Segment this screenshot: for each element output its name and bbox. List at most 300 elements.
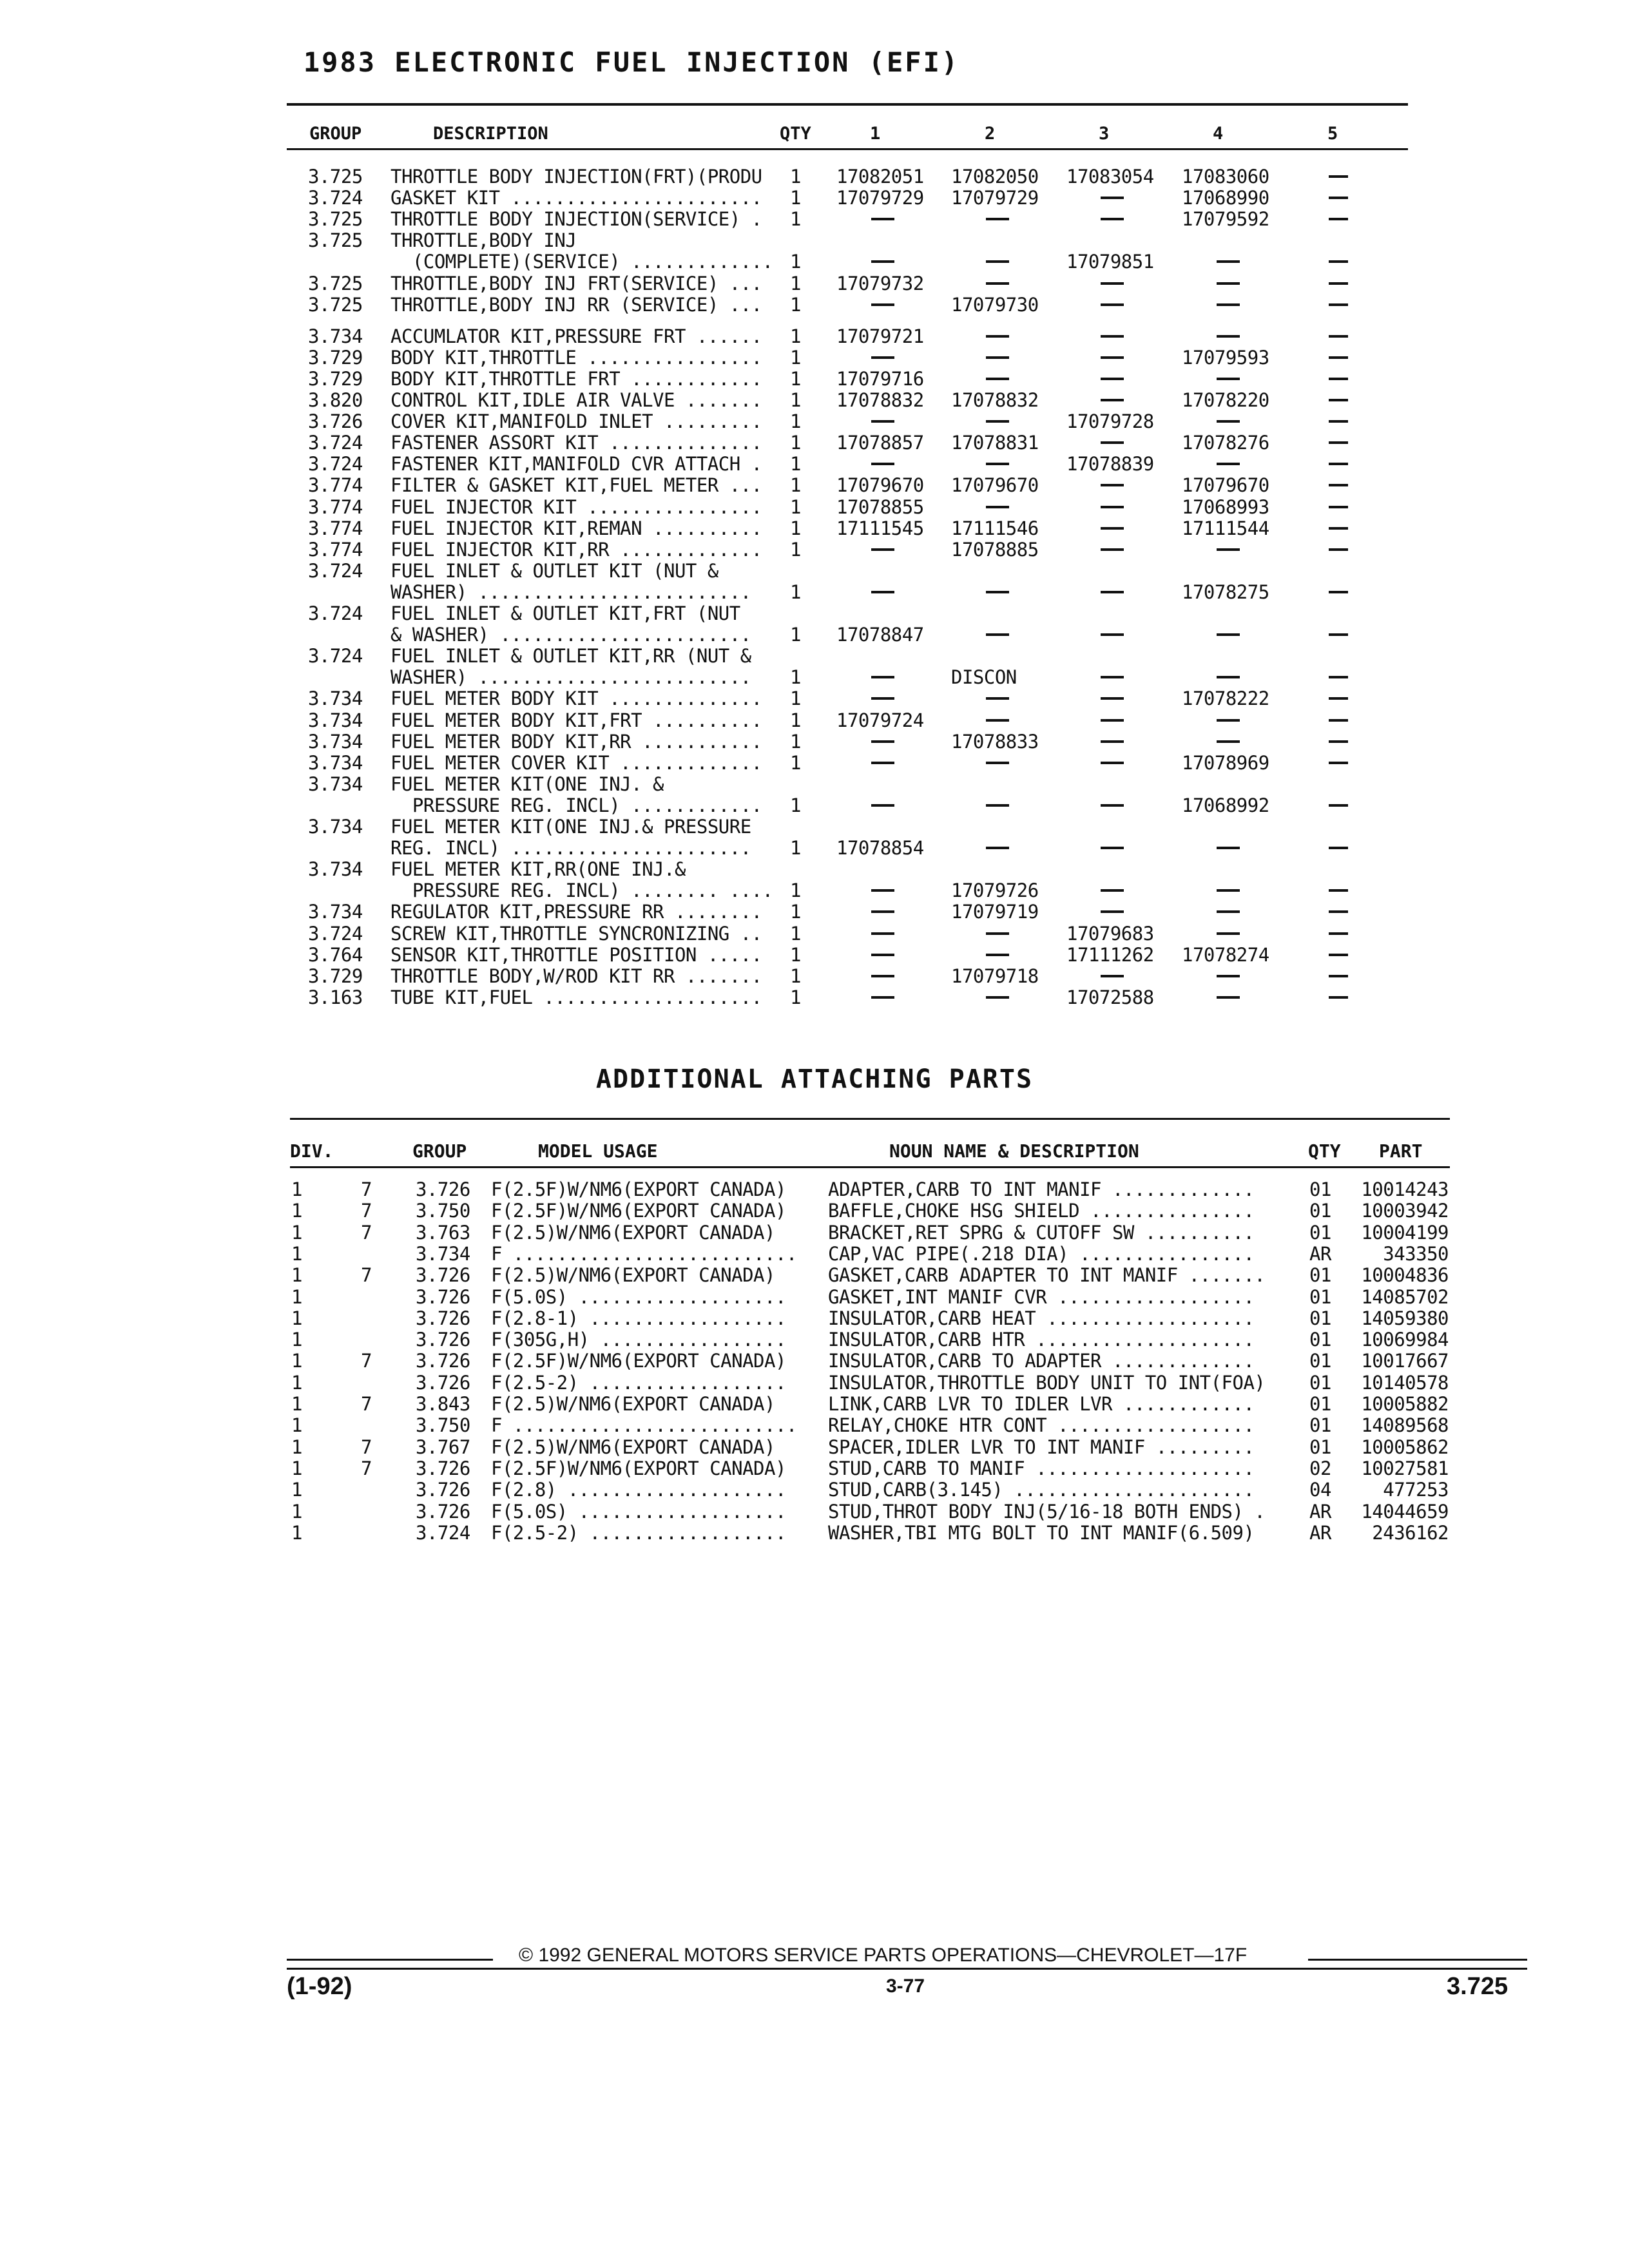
row-description: FUEL INLET & OUTLET KIT,RR (NUT & [390, 645, 751, 668]
row-part-number: 17083054 [1066, 166, 1154, 187]
attach-noun-name: INSULATOR,CARB HEAT ................... [828, 1307, 1255, 1329]
attach-group: 3.724 [416, 1521, 470, 1544]
row-description: (COMPLETE)(SERVICE) ............. [390, 251, 773, 273]
attach-model-usage: F(2.5)W/NM6(EXPORT CANADA) [491, 1393, 775, 1415]
attach-noun-name: WASHER,TBI MTG BOLT TO INT MANIF(6.509) [828, 1521, 1255, 1544]
attach-part-number: 14044659 [1361, 1500, 1449, 1523]
attach-qty: 01 [1309, 1307, 1331, 1329]
row-qty: 1 [790, 325, 801, 347]
row-qty: 1 [790, 581, 801, 603]
not-applicable-dash [1101, 591, 1124, 593]
row-description: BODY KIT,THROTTLE FRT ............ [390, 367, 762, 390]
not-applicable-dash [986, 633, 1009, 636]
not-applicable-dash [1329, 335, 1348, 338]
not-applicable-dash [871, 218, 894, 220]
column-header: 3 [1099, 124, 1110, 144]
row-group: 3.774 [308, 495, 363, 518]
row-part-number: 17079592 [1182, 208, 1269, 231]
attach-div: 1 [291, 1200, 302, 1222]
attach-sub: 7 [361, 1221, 372, 1244]
attach-model-usage: F(305G,H) ................. [491, 1329, 786, 1351]
not-applicable-dash [1329, 633, 1348, 636]
row-description: BODY KIT,THROTTLE ................ [390, 346, 762, 369]
attach-model-usage: F(2.5F)W/NM6(EXPORT CANADA) [491, 1457, 786, 1479]
attach-model-usage: F(2.5)W/NM6(EXPORT CANADA) [491, 1264, 775, 1287]
row-qty: 1 [790, 751, 801, 774]
not-applicable-dash [1329, 697, 1348, 700]
attach-top-rule [290, 1118, 1450, 1120]
row-description: THROTTLE,BODY INJ [390, 229, 577, 252]
not-applicable-dash [1101, 740, 1124, 743]
row-part-number: 17079670 [836, 474, 924, 497]
attach-noun-name: BRACKET,RET SPRG & CUTOFF SW .......... [828, 1221, 1255, 1244]
footer-bottom-rule [287, 1968, 1527, 1970]
attach-div: 1 [291, 1329, 302, 1351]
row-description: FUEL INJECTOR KIT,REMAN .......... [390, 517, 762, 539]
footer-section-number: 3.725 [1447, 1973, 1509, 2000]
not-applicable-dash [871, 996, 894, 999]
row-description: ACCUMLATOR KIT,PRESSURE FRT ...... [390, 325, 762, 347]
attach-group: 3.726 [416, 1500, 470, 1523]
attach-group: 3.726 [416, 1457, 470, 1479]
not-applicable-dash [1329, 218, 1348, 220]
attach-qty: 01 [1309, 1200, 1331, 1222]
not-applicable-dash [1217, 996, 1240, 999]
attach-group: 3.750 [416, 1414, 470, 1437]
row-description: PRESSURE REG. INCL) ............ [390, 794, 762, 816]
attach-part-number: 14085702 [1361, 1285, 1449, 1308]
row-group: 3.764 [308, 943, 363, 966]
attach-noun-name: STUD,THROT BODY INJ(5/16-18 BOTH ENDS) . [828, 1500, 1266, 1523]
not-applicable-dash [1101, 889, 1124, 892]
row-part-number: 17079683 [1066, 922, 1154, 945]
attach-group: 3.726 [416, 1350, 470, 1372]
attach-model-usage: F(2.5)W/NM6(EXPORT CANADA) [491, 1221, 775, 1244]
attach-sub: 7 [361, 1264, 372, 1287]
column-header: QTY [780, 124, 811, 144]
row-description: & WASHER) ....................... [390, 624, 751, 646]
footer-date: (1-92) [287, 1973, 352, 2000]
attach-noun-name: ADAPTER,CARB TO INT MANIF ............. [828, 1178, 1255, 1200]
row-qty: 1 [790, 879, 801, 902]
attach-div: 1 [291, 1393, 302, 1415]
attach-qty: 01 [1309, 1264, 1331, 1287]
column-header: 5 [1327, 124, 1338, 144]
not-applicable-dash [986, 804, 1009, 807]
attach-noun-name: STUD,CARB TO MANIF .................... [828, 1457, 1255, 1479]
attach-model-usage: F .......................... [491, 1414, 797, 1437]
row-qty: 1 [790, 901, 801, 923]
row-qty: 1 [790, 474, 801, 497]
row-part-number: 17079719 [951, 901, 1039, 923]
row-group: 3.725 [308, 208, 363, 231]
row-group: 3.726 [308, 410, 363, 433]
row-part-number: 17079593 [1182, 346, 1269, 369]
row-description: THROTTLE,BODY INJ RR (SERVICE) ... [390, 293, 762, 316]
row-part-number: 17079670 [951, 474, 1039, 497]
attach-qty: 04 [1309, 1479, 1331, 1501]
attach-qty: 01 [1309, 1393, 1331, 1415]
attach-group: 3.734 [416, 1242, 470, 1265]
attach-part-number: 10014243 [1361, 1178, 1449, 1200]
row-part-number: 17111546 [951, 517, 1039, 539]
not-applicable-dash [986, 420, 1009, 423]
row-group: 3.734 [308, 730, 363, 753]
not-applicable-dash [1217, 548, 1240, 551]
not-applicable-dash [1329, 420, 1348, 423]
attach-noun-name: GASKET,CARB ADAPTER TO INT MANIF ....... [828, 1264, 1266, 1287]
column-header: 1 [870, 124, 881, 144]
attach-part-number: 10003942 [1361, 1200, 1449, 1222]
attach-group: 3.763 [416, 1221, 470, 1244]
not-applicable-dash [986, 954, 1009, 956]
row-part-number: 17079718 [951, 965, 1039, 987]
attach-noun-name: RELAY,CHOKE HTR CONT .................. [828, 1414, 1255, 1437]
attach-model-usage: F .......................... [491, 1242, 797, 1265]
attach-part-number: 10140578 [1361, 1371, 1449, 1394]
not-applicable-dash [871, 804, 894, 807]
row-part-number: 17082050 [951, 166, 1039, 187]
not-applicable-dash [1101, 548, 1124, 551]
not-applicable-dash [1329, 282, 1348, 285]
row-qty: 1 [790, 794, 801, 816]
row-description: GASKET KIT ....................... [390, 187, 762, 209]
not-applicable-dash [1101, 506, 1124, 508]
row-description: TUBE KIT,FUEL .................... [390, 986, 762, 1008]
not-applicable-dash [986, 378, 1009, 380]
not-applicable-dash [871, 975, 894, 977]
not-applicable-dash [1329, 676, 1348, 678]
row-part-number: 17082051 [836, 166, 924, 187]
not-applicable-dash [1329, 591, 1348, 593]
row-part-number: 17072588 [1066, 986, 1154, 1008]
not-applicable-dash [1329, 441, 1348, 444]
not-applicable-dash [1217, 910, 1240, 913]
not-applicable-dash [986, 719, 1009, 722]
not-applicable-dash [1101, 804, 1124, 807]
row-description: FUEL INLET & OUTLET KIT (NUT & [390, 559, 718, 582]
row-part-number: 17079726 [951, 879, 1039, 902]
not-applicable-dash [1329, 932, 1348, 935]
not-applicable-dash [1217, 889, 1240, 892]
row-description: FUEL INJECTOR KIT,RR ............. [390, 538, 762, 561]
attach-qty: 01 [1309, 1178, 1331, 1200]
row-group: 3.724 [308, 453, 363, 476]
row-qty: 1 [790, 410, 801, 433]
not-applicable-dash [1101, 441, 1124, 444]
row-part-number: 17078857 [836, 432, 924, 454]
footer-copyright: © 1992 GENERAL MOTORS SERVICE PARTS OPERATIONS—CHEVROLET—17F [519, 1945, 1248, 1966]
row-qty: 1 [790, 730, 801, 753]
attach-noun-name: SPACER,IDLER LVR TO INT MANIF ......... [828, 1436, 1255, 1458]
row-qty: 1 [790, 666, 801, 689]
row-part-number: 17079716 [836, 367, 924, 390]
not-applicable-dash [871, 932, 894, 935]
row-qty: 1 [790, 251, 801, 273]
attach-column-header: GROUP [412, 1140, 467, 1162]
row-qty: 1 [790, 272, 801, 294]
row-description: THROTTLE BODY,W/ROD KIT RR ....... [390, 965, 762, 987]
not-applicable-dash [871, 676, 894, 678]
row-group: 3.774 [308, 474, 363, 497]
not-applicable-dash [986, 697, 1009, 700]
not-applicable-dash [1329, 484, 1348, 486]
attach-noun-name: GASKET,INT MANIF CVR .................. [828, 1285, 1255, 1308]
not-applicable-dash [1101, 910, 1124, 913]
not-applicable-dash [1101, 303, 1124, 306]
attach-noun-name: INSULATOR,THROTTLE BODY UNIT TO INT(FOA) [828, 1371, 1266, 1394]
attach-part-number: 10005882 [1361, 1393, 1449, 1415]
row-group: 3.724 [308, 432, 363, 454]
not-applicable-dash [1217, 719, 1240, 722]
not-applicable-dash [1329, 399, 1348, 401]
not-applicable-dash [986, 282, 1009, 285]
not-applicable-dash [1217, 633, 1240, 636]
not-applicable-dash [1217, 378, 1240, 380]
not-applicable-dash [1101, 847, 1124, 849]
not-applicable-dash [986, 996, 1009, 999]
row-part-number: 17079724 [836, 709, 924, 731]
not-applicable-dash [1101, 527, 1124, 530]
header-top-rule [287, 103, 1408, 106]
row-description: REGULATOR KIT,PRESSURE RR ........ [390, 901, 762, 923]
attach-qty: 01 [1309, 1221, 1331, 1244]
not-applicable-dash [871, 954, 894, 956]
row-description: FUEL METER KIT,RR(ONE INJ.& [390, 858, 686, 881]
row-group: 3.734 [308, 709, 363, 731]
row-part-number: 17068992 [1182, 794, 1269, 816]
row-description: WASHER) ......................... [390, 581, 751, 603]
row-qty: 1 [790, 986, 801, 1008]
row-part-number: 17079851 [1066, 251, 1154, 273]
row-group: 3.724 [308, 602, 363, 624]
attach-noun-name: STUD,CARB(3.145) ...................... [828, 1479, 1255, 1501]
attach-part-number: 2436162 [1372, 1521, 1449, 1544]
not-applicable-dash [986, 260, 1009, 263]
not-applicable-dash [1329, 910, 1348, 913]
row-part-number: 17078276 [1182, 432, 1269, 454]
not-applicable-dash [1329, 954, 1348, 956]
attach-group: 3.726 [416, 1264, 470, 1287]
row-part-number: 17083060 [1182, 166, 1269, 187]
row-group: 3.725 [308, 166, 363, 187]
row-part-number: 17078839 [1066, 453, 1154, 476]
row-group: 3.163 [308, 986, 363, 1008]
row-description: FILTER & GASKET KIT,FUEL METER ... [390, 474, 762, 497]
row-qty: 1 [790, 687, 801, 710]
not-applicable-dash [1101, 719, 1124, 722]
row-part-number: 17078222 [1182, 687, 1269, 710]
attach-div: 1 [291, 1521, 302, 1544]
attach-div: 1 [291, 1264, 302, 1287]
row-description: SENSOR KIT,THROTTLE POSITION ..... [390, 943, 762, 966]
not-applicable-dash [871, 548, 894, 551]
row-part-number: 17068993 [1182, 495, 1269, 518]
row-part-number: 17079670 [1182, 474, 1269, 497]
attach-div: 1 [291, 1436, 302, 1458]
row-description: FUEL METER BODY KIT,RR ........... [390, 730, 762, 753]
page-title: 1983 ELECTRONIC FUEL INJECTION (EFI) [303, 46, 960, 78]
row-description: CONTROL KIT,IDLE AIR VALVE ....... [390, 389, 762, 411]
attach-group: 3.726 [416, 1329, 470, 1351]
row-group: 3.774 [308, 538, 363, 561]
not-applicable-dash [1217, 282, 1240, 285]
row-qty: 1 [790, 837, 801, 860]
not-applicable-dash [871, 356, 894, 359]
row-description: REG. INCL) ...................... [390, 837, 751, 860]
row-part-number: 17078220 [1182, 389, 1269, 411]
attach-div: 1 [291, 1178, 302, 1200]
attach-model-usage: F(2.5F)W/NM6(EXPORT CANADA) [491, 1350, 786, 1372]
not-applicable-dash [1101, 197, 1124, 199]
not-applicable-dash [1101, 484, 1124, 486]
not-applicable-dash [1329, 463, 1348, 465]
row-part-number: 17078832 [951, 389, 1039, 411]
row-qty: 1 [790, 943, 801, 966]
row-group: 3.734 [308, 816, 363, 838]
attach-qty: 01 [1309, 1350, 1331, 1372]
attach-column-header: QTY [1308, 1140, 1341, 1162]
footer-rule-left [287, 1959, 493, 1961]
not-applicable-dash [986, 356, 1009, 359]
not-applicable-dash [871, 889, 894, 892]
row-part-number: 17078831 [951, 432, 1039, 454]
row-part-number: 17079721 [836, 325, 924, 347]
not-applicable-dash [1329, 847, 1348, 849]
not-applicable-dash [1329, 260, 1348, 263]
row-part-number: 17079728 [1066, 410, 1154, 433]
not-applicable-dash [1217, 260, 1240, 263]
row-qty: 1 [790, 432, 801, 454]
row-group: 3.724 [308, 645, 363, 668]
attach-qty: 02 [1309, 1457, 1331, 1479]
attach-model-usage: F(2.5)W/NM6(EXPORT CANADA) [491, 1436, 775, 1458]
attach-qty: 01 [1309, 1329, 1331, 1351]
row-part-number: 17068990 [1182, 187, 1269, 209]
attach-model-usage: F(2.8-1) .................. [491, 1307, 786, 1329]
attach-part-number: 14089568 [1361, 1414, 1449, 1437]
not-applicable-dash [1101, 356, 1124, 359]
not-applicable-dash [1329, 356, 1348, 359]
attach-model-usage: F(2.5F)W/NM6(EXPORT CANADA) [491, 1200, 786, 1222]
row-part-number: 17111544 [1182, 517, 1269, 539]
not-applicable-dash [1217, 740, 1240, 743]
row-part-number: 17111262 [1066, 943, 1154, 966]
row-group: 3.734 [308, 687, 363, 710]
attach-part-number: 10027581 [1361, 1457, 1449, 1479]
row-description: FUEL METER COVER KIT ............. [390, 751, 762, 774]
row-part-number: 17078832 [836, 389, 924, 411]
attach-model-usage: F(2.5-2) .................. [491, 1371, 786, 1394]
not-applicable-dash [1329, 197, 1348, 199]
attach-sub: 7 [361, 1350, 372, 1372]
not-applicable-dash [986, 463, 1009, 465]
attach-div: 1 [291, 1221, 302, 1244]
attach-part-number: 477253 [1383, 1479, 1449, 1501]
attach-div: 1 [291, 1307, 302, 1329]
not-applicable-dash [871, 463, 894, 465]
attach-div: 1 [291, 1457, 302, 1479]
row-group: 3.725 [308, 272, 363, 294]
attach-div: 1 [291, 1350, 302, 1372]
not-applicable-dash [1217, 420, 1240, 423]
row-part-number: 17078833 [951, 730, 1039, 753]
row-qty: 1 [790, 346, 801, 369]
footer-page-number: 3-77 [886, 1975, 925, 1997]
row-qty: 1 [790, 624, 801, 646]
attach-noun-name: CAP,VAC PIPE(.218 DIA) ................ [828, 1242, 1255, 1265]
row-qty: 1 [790, 709, 801, 731]
row-qty: 1 [790, 187, 801, 209]
not-applicable-dash [1329, 175, 1348, 178]
attach-noun-name: INSULATOR,CARB TO ADAPTER ............. [828, 1350, 1255, 1372]
row-description: THROTTLE,BODY INJ FRT(SERVICE) ... [390, 272, 762, 294]
row-group: 3.725 [308, 229, 363, 252]
attach-qty: 01 [1309, 1436, 1331, 1458]
not-applicable-dash [1101, 378, 1124, 380]
attach-group: 3.726 [416, 1285, 470, 1308]
section-title-additional: ADDITIONAL ATTACHING PARTS [595, 1064, 1034, 1094]
row-description: FUEL METER BODY KIT,FRT .......... [390, 709, 762, 731]
row-description: FUEL INLET & OUTLET KIT,FRT (NUT [390, 602, 740, 624]
not-applicable-dash [1329, 889, 1348, 892]
not-applicable-dash [986, 847, 1009, 849]
attach-div: 1 [291, 1371, 302, 1394]
row-description: PRESSURE REG. INCL) ........ .... [390, 879, 773, 902]
row-qty: 1 [790, 208, 801, 231]
row-qty: 1 [790, 517, 801, 539]
row-part-number: 17078847 [836, 624, 924, 646]
row-group: 3.729 [308, 965, 363, 987]
not-applicable-dash [1101, 676, 1124, 678]
row-group: 3.820 [308, 389, 363, 411]
attach-sub: 7 [361, 1178, 372, 1200]
attach-model-usage: F(2.8) .................... [491, 1479, 786, 1501]
row-part-number: 17079732 [836, 272, 924, 294]
attach-group: 3.843 [416, 1393, 470, 1415]
attach-div: 1 [291, 1479, 302, 1501]
row-part-number: 17078854 [836, 837, 924, 860]
row-group: 3.729 [308, 367, 363, 390]
row-qty: 1 [790, 367, 801, 390]
row-group: 3.724 [308, 187, 363, 209]
not-applicable-dash [1217, 676, 1240, 678]
row-description: FUEL METER BODY KIT .............. [390, 687, 762, 710]
row-description: THROTTLE BODY INJECTION(SERVICE) . [390, 208, 762, 231]
row-description: FUEL INJECTOR KIT ................ [390, 495, 762, 518]
row-description: FUEL METER KIT(ONE INJ.& PRESSURE [390, 816, 751, 838]
attach-header-rule [290, 1166, 1450, 1168]
attach-div: 1 [291, 1414, 302, 1437]
not-applicable-dash [1329, 740, 1348, 743]
attach-part-number: 14059380 [1361, 1307, 1449, 1329]
not-applicable-dash [986, 218, 1009, 220]
row-part-number: 17078885 [951, 538, 1039, 561]
attach-part-number: 10069984 [1361, 1329, 1449, 1351]
not-applicable-dash [1329, 303, 1348, 306]
attach-group: 3.726 [416, 1371, 470, 1394]
attach-qty: AR [1309, 1242, 1331, 1265]
attach-sub: 7 [361, 1200, 372, 1222]
attach-part-number: 10017667 [1361, 1350, 1449, 1372]
not-applicable-dash [1217, 463, 1240, 465]
attach-qty: AR [1309, 1500, 1331, 1523]
not-applicable-dash [986, 591, 1009, 593]
row-part-number: 17111545 [836, 517, 924, 539]
not-applicable-dash [986, 932, 1009, 935]
row-group: 3.734 [308, 901, 363, 923]
not-applicable-dash [1329, 548, 1348, 551]
